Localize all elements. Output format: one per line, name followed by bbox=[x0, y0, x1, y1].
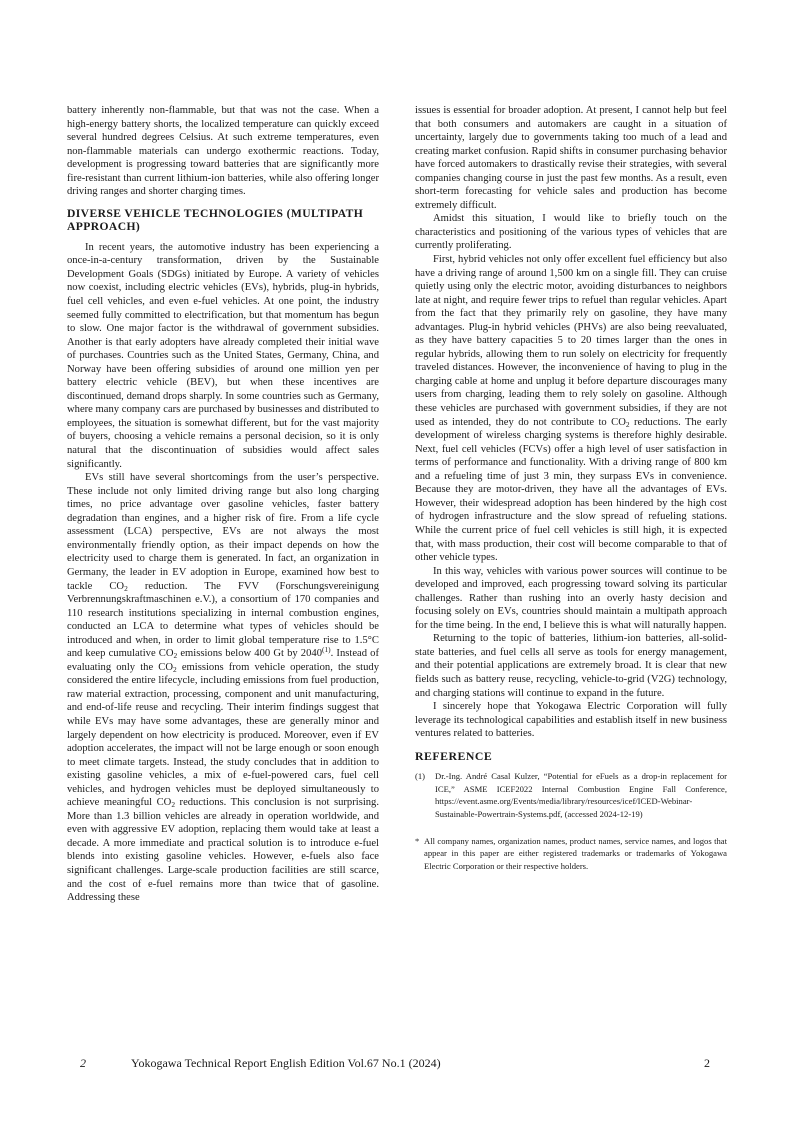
note-text: All company names, organization names, product names, service names, and logos that appear in this paper are either registered trademarks or trademarks of Yokogawa Electric Corporation or their respective holders. bbox=[424, 835, 727, 871]
paragraph-hybrids bbox=[415, 253, 727, 565]
footer-page-number-left: 2 bbox=[80, 1056, 86, 1070]
reference-text: Dr.-Ing. André Casal Kulzer, “Potential for eFuels as a drop-in replacement for ICE,” ASME ICEF2022 Internal Combustion Engine Fall Conference, https://event.asme.org/Events/media/library/resources/icef/ICED-Webinar-Sustainable-Powertrain-Systems.pdf, (accessed 2024-12-19) bbox=[435, 771, 727, 820]
right-column bbox=[415, 104, 727, 872]
reference-item bbox=[415, 770, 727, 820]
reference-mark: (1) bbox=[322, 645, 331, 655]
paragraph-ev-shortcomings bbox=[67, 471, 379, 905]
text-run: EVs still have several shortcomings from the user’s perspective. These include not only limited driving range but also long charging times, no price advantage over gasoline vehicles, faster battery degradation than engines, and a higher risk of fire. From a life cycle assessment (LCA) perspective, EVs are not always the most environmentally friendly option, as their impact depends on how the electricity used to charge them is generated. In fact, an organization in Germany, the leader in EV adoption in Europe, examined how best to tackle CO bbox=[67, 472, 379, 592]
footer-page-number-right: 2 bbox=[704, 1056, 710, 1070]
text-run: reduction. The FVV (Forschungsvereinigung Verbrennungskraftmaschinen e.V.), a consortium of 170 companies and 110 research institutions specializing in internal combustion engines, conducted an LCA to determine what types of vehicles should be introduced and when, in order to limit global temperature rise to 1.5°C and keep cumulative CO bbox=[67, 580, 380, 660]
left-column bbox=[67, 104, 379, 905]
section-heading: DIVERSE VEHICLE TECHNOLOGIES (MULTIPATH APPROACH) bbox=[67, 206, 364, 234]
subscript: 2 bbox=[173, 651, 178, 661]
text-run: emissions below 400 Gt by 2040 bbox=[177, 648, 322, 660]
paragraph-hope: I sincerely hope that Yokogawa Electric Corporation will fully leverage its technological capabilities and establish itself in new business ventures related to batteries. bbox=[415, 701, 727, 740]
text-run: reductions. The early development of wireless charging systems is therefore highly desirable. Next, fuel cell vehicles (FCVs) offer a high level of user satisfaction in terms of performance and functionality. With a driving range of 800 km and a refueling time of just 3 min, they surpass EVs in convenience. Because they are motor-driven, they have all the advantages of EVs. However, their widespread adoption has been hindered by the high cost of hydrogen infrastructure and the slow spread of refueling stations. While the current price of fuel cell vehicles is still high, it is expected that, with mass production, their cost will become comparable to that of other vehicle types. bbox=[415, 416, 727, 564]
paragraph-intro: battery inherently non-flammable, but that was not the case. When a high-energy battery shorts, the localized temperature can quickly exceed several hundred degrees Celsius. At such extreme temperatures, even non-flammable materials can undergo exothermic reactions. Today, development is progressing toward batteries that are significantly more fire-resistant than current lithium-ion batteries, while also offering longer driving ranges and shorter charging times. bbox=[67, 105, 379, 198]
footer-publication: Yokogawa Technical Report English Edition Vol.67 No.1 (2024) bbox=[131, 1056, 441, 1070]
subscript: 2 bbox=[124, 583, 128, 593]
reference-number: (1) bbox=[415, 771, 426, 782]
paragraph-batteries: Returning to the topic of batteries, lithium-ion batteries, all-solid-state batteries, and fuel cells all serve as tools for energy management, and their potential applications are extremely broad. It is clear that new fields such as battery reuse, recycling, vehicle-to-grid (V2G) technology, and charging stations will continue to expand in the future. bbox=[415, 633, 727, 699]
text-run: emissions from vehicle operation, the study considered the entire lifecycle, including emissions from fuel production, raw material extraction, processing, component and unit manufacturing, and end-of-life reuse and recycling. Their interim findings suggest that while EVs may have some advantages, these are generally minor and largely dependent on how electricity is produced. Moreover, even if EV adoption accelerates, the impact will not be large enough or soon enough to meet climate targets. Instead, the study concludes that in addition to existing gasoline vehicles, a mix of e-fuel-powered cars, fuel cell vehicles, and hydrogen vehicles must be deployed simultaneously to achieve meaningful CO bbox=[67, 661, 379, 809]
trademark-note bbox=[415, 835, 727, 873]
paragraph-amidst: Amidst this situation, I would like to briefly touch on the characteristics and positioning of the various types of vehicles that are currently proliferating. bbox=[415, 213, 727, 252]
subscript: 2 bbox=[171, 800, 176, 810]
reference-heading: REFERENCE bbox=[415, 748, 493, 763]
subscript: 2 bbox=[173, 664, 177, 674]
paragraph-continuation: issues is essential for broader adoption. At present, I cannot help but feel that both consumers and automakers are caught in a situation of uncertainty, largely due to governments taking too much of a lead and creating market confusion. Rapid shifts in consumer purchasing behavior have forced automakers to drastically revise their strategies, with several companies changing course in just the past few months. As a result, even short-term forecasting for vehicle sales and production has become extremely difficult. bbox=[415, 105, 727, 211]
note-marker: * bbox=[415, 835, 420, 846]
paragraph-industry: In recent years, the automotive industry has been experiencing a once-in-a-century transformation, driven by the Sustainable Development Goals (SDGs) initiated by Europe. A variety of vehicles now coexist, including electric vehicles (EVs), hybrids, plug-in hybrids, fuel cell vehicles, and even e-fuel vehicles. At one point, the industry seemed fully committed to electrification, but that momentum has begun to slow. One major factor is the withdrawal of government subsidies. Another is that early adopters have already completed their initial wave of purchases. Countries such as the United States, Germany, China, and Norway have been offering subsidies of around one million yen per battery electric vehicle (BEV), but when these incentives are discontinued, demand drops sharply. In some countries such as Germany, where many company cars are purchased by businesses and distributed to employees, the situation is somewhat different, but for the vast majority of buyers, choosing a vehicle remains a personal decision, so it is only natural that the discontinuation of subsidies would affect sales significantly. bbox=[67, 241, 379, 470]
subscript: 2 bbox=[625, 419, 630, 429]
paragraph-multipath: In this way, vehicles with various power sources will continue to be developed and improved, each progressing toward solving its particular challenges. Rather than rushing into an overly hasty decision and focusing solely on EVs, countries should maintain a multipath approach for the time being. In the end, I believe this is what will naturally happen. bbox=[415, 565, 727, 631]
text-run: First, hybrid vehicles not only offer excellent fuel efficiency but also have a driving range of around 1,500 km on a single fill. They can cruise quietly using only the electric motor, avoiding disturbances to neighbors late at night, and require fewer trips to refuel than regular vehicles. Apart from the fact that they primarily rely on gasoline, they have many advantages. Plug-in hybrid vehicles (PHVs) are also being reevaluated, as they have battery capacities 5 to 20 times larger than the ones in regular hybrids, allowing them to run solely on electricity for frequently traveled distances. However, the inconvenience of having to plug in the charging cable at home and unplug it before departure discourages many users from charging, leading them to rely solely on gasoline. Although these vehicles are purchased with government subsidies, if they are not used as intended, they do not contribute to CO bbox=[415, 254, 727, 428]
text-run: . Instead of evaluating only the CO bbox=[67, 648, 379, 673]
text-run: reductions. This conclusion is not surprising. More than 1.3 billion vehicles are already in operation worldwide, and even with aggressive EV adoption, replacing them would take at least a decade. A more immediate and practical solution is to introduce e-fuel blends into existing gasoline vehicles. However, e-fuels also face significant challenges. Large-scale production facilities are still scarce, and the cost of e-fuel remains more than twice that of gasoline. Addressing these bbox=[67, 797, 379, 904]
